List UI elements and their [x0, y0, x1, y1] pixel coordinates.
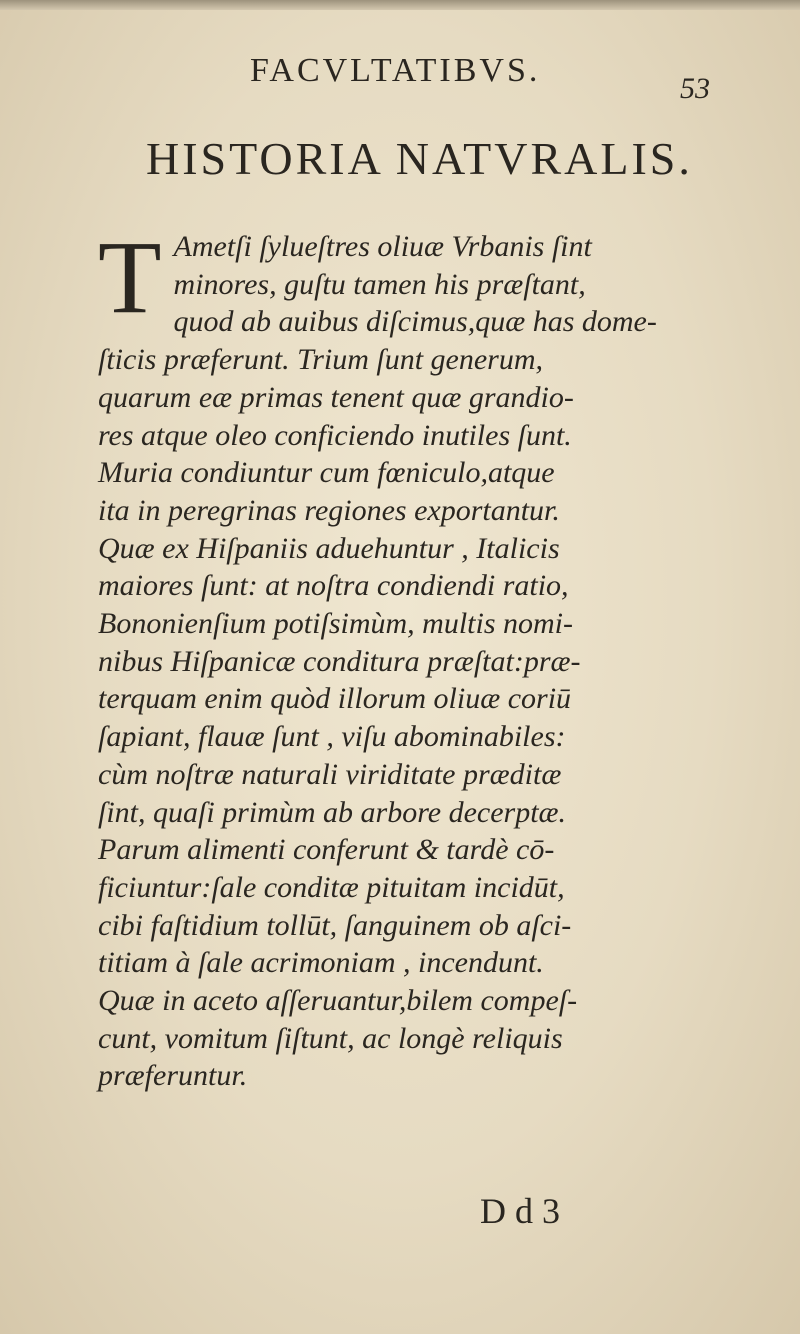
- text-line: ſapiant, flauæ ſunt , viſu abominabiles:: [98, 720, 566, 754]
- text-line: res atque oleo conficiendo inutiles ſunt.: [98, 418, 572, 452]
- text-line: Bononienſium potiſsimùm, multis nomi-: [98, 607, 573, 641]
- text-line: ſticis præferunt. Trium ſunt generum,: [98, 343, 544, 377]
- text-line: maiores ſunt: at noſtra condiendi ratio,: [98, 569, 569, 603]
- text-line: nibus Hiſpanicæ conditura præſtat:præ-: [98, 644, 581, 678]
- text-line: terquam enim quòd illorum oliuæ coriū: [98, 682, 572, 716]
- drop-cap: T: [98, 220, 162, 335]
- text-line: quod ab auibus diſcimus,quæ has dome-: [173, 305, 657, 339]
- section-title: HISTORIA NATVRALIS.: [146, 133, 693, 184]
- page-top-edge: [0, 0, 800, 10]
- text-line: quarum eæ primas tenent quæ grandio-: [98, 380, 574, 414]
- text-line: Quæ ex Hiſpaniis aduehuntur , Italicis: [98, 531, 560, 565]
- text-line: cibi faſtidium tollūt, ſanguinem ob aſci-: [98, 908, 572, 942]
- text-line: cùm noſtræ naturali viriditate præditæ: [98, 757, 562, 791]
- running-head: FACVLTATIBVS.: [250, 52, 541, 89]
- body-paragraph: [98, 220, 778, 1095]
- text-line: ita in peregrinas regiones exportantur.: [98, 493, 560, 527]
- text-line: Muria condiuntur cum fœniculo,atque: [98, 456, 555, 490]
- page-number: 53: [680, 72, 710, 105]
- signature-mark: D d 3: [480, 1191, 560, 1231]
- text-line: ficiuntur:ſale conditæ pituitam incidūt,: [98, 870, 565, 904]
- text-line: cunt, vomitum ſiſtunt, ac longè reliquis: [98, 1021, 563, 1055]
- text-line: minores, guſtu tamen his præſtant,: [173, 267, 586, 301]
- text-line: Quæ in aceto aſſeruantur,bilem compeſ-: [98, 984, 578, 1018]
- text-line: præferuntur.: [98, 1059, 248, 1093]
- text-line: Ametſi ſylueſtres oliuæ Vrbanis ſint: [173, 230, 592, 263]
- text-line: titiam à ſale acrimoniam , incendunt.: [98, 946, 544, 980]
- text-line: ſint, quaſi primùm ab arbore decerptæ.: [98, 795, 567, 829]
- text-line: Parum alimenti conferunt & tardè cō-: [98, 833, 555, 867]
